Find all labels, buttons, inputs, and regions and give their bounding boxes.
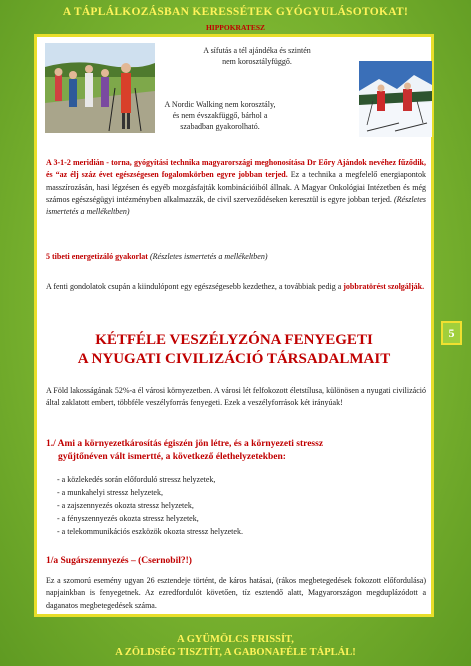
list-item: - a munkahelyi stressz helyzetek, <box>57 486 243 499</box>
bottom-motto-line2: A ZÖLDSÉG TISZTÍT, A GABONAFÉLE TÁPLÁL! <box>115 647 356 658</box>
tibetan-paragraph <box>46 251 426 263</box>
list-item: - a fényszennyezés okozta stressz helyzetek, <box>57 512 243 525</box>
chernobyl-paragraph: Ez a szomorú esemény ugyan 26 esztendeje történt, de káros hatásai, (rákos megbetegedések fokozott előfordulása) napjainkban is fenyegetnek. Az ezredfordulót követően, tíz esztendő alatt, Magyarországon megduplázódott a daganatos megbetegedések száma. <box>46 576 426 610</box>
nordic-walking-photo <box>45 43 155 133</box>
starting-point-paragraph <box>46 281 426 293</box>
motto-author: HIPPOKRATESZ <box>205 23 266 32</box>
content-page <box>34 34 434 617</box>
section-heading-line2: A NYUGATI CIVILIZÁCIÓ TÁRSADALMAIT <box>77 351 391 367</box>
tibetan-note: (Részletes ismertetés a mellékeltben) <box>147 252 268 261</box>
section-heading <box>37 331 431 369</box>
list-item: - a közlekedés során előforduló stressz helyzetek, <box>57 473 243 486</box>
meridian-text: Ez a technika a megfelelő energiapontok masszírozásán, hasi légzésen és egyéb mozgásfajták kombinációiból állnak. A Magyar Onkológiai Intézetben és még számos egészségügyi intézményben alkalmazzák, de civil szerveződéseken keresztül is egyre jobban terjed. <box>46 170 426 204</box>
bottom-motto-line1: A GYÜMÖLCS FRISSÍT, <box>177 634 294 645</box>
page-number: 5 <box>441 321 462 345</box>
starting-point-text: A fenti gondolatok csupán a kiindulópont egy egészségesebb kezdethez, a továbbiak pedig a <box>46 282 344 291</box>
nordic-walking-caption: A Nordic Walking nem korosztály, és nem évszakfüggő, bárhol a szabadban gyakorolható. <box>164 100 276 131</box>
skiing-caption: A sífutás a tél ajándéka és szintén nem korosztályfüggő. <box>203 46 311 66</box>
stress-situations-list <box>57 473 243 538</box>
section-heading-line1: KÉTFÉLE VESZÉLYZÓNA FENYEGETI <box>95 332 373 348</box>
cross-country-skiing-photo <box>359 61 432 137</box>
top-motto: A TÁPLÁLKOZÁSBAN KERESSÉTEK GYÓGYULÁSOTOKAT! <box>62 6 409 18</box>
radiation-heading: 1/a Sugárszennyezés – (Csernobil?!) <box>46 556 192 566</box>
list-item: - a telekommunikációs eszközök okozta stressz helyzetek. <box>57 525 243 538</box>
meridian-note: (Részletes ismertetés a mellékeltben) <box>46 194 426 217</box>
list-item: - a zajszennyezés okozta stressz helyzetek, <box>57 499 243 512</box>
meridian-lead: A 3-1-2 meridián - torna, gyógyítási technika magyarországi meghonosítása Dr Eőry Ajándok nevéhez fűződik, és “az élj száz évet egészségesen fogalomkörben egyre jobban terjed. <box>46 158 426 180</box>
environmental-stress-heading-line1: 1./ Ami a környezetkárosítás égiszén jön létre, és a környezeti stressz <box>46 439 324 449</box>
environmental-stress-heading-line2: gyűjtőnéven vált ismertté, a következő élethelyzetekben: <box>58 452 286 462</box>
starting-point-highlight: jobbratörést szolgálják. <box>343 282 425 291</box>
tibetan-lead: 5 tibeti energetizáló gyakorlat <box>46 252 148 261</box>
meridian-paragraph <box>46 157 426 218</box>
population-paragraph: A Föld lakosságának 52%-a él városi környezetben. A városi lét felfokozott életstílusa, különösen a nyugati civilizáció által zaklatott embert, többféle veszélyforrás fenyegeti. Ezek a veszélyforrások két irányúak! <box>46 386 426 408</box>
environmental-stress-heading <box>46 438 426 464</box>
bottom-motto <box>0 633 471 659</box>
